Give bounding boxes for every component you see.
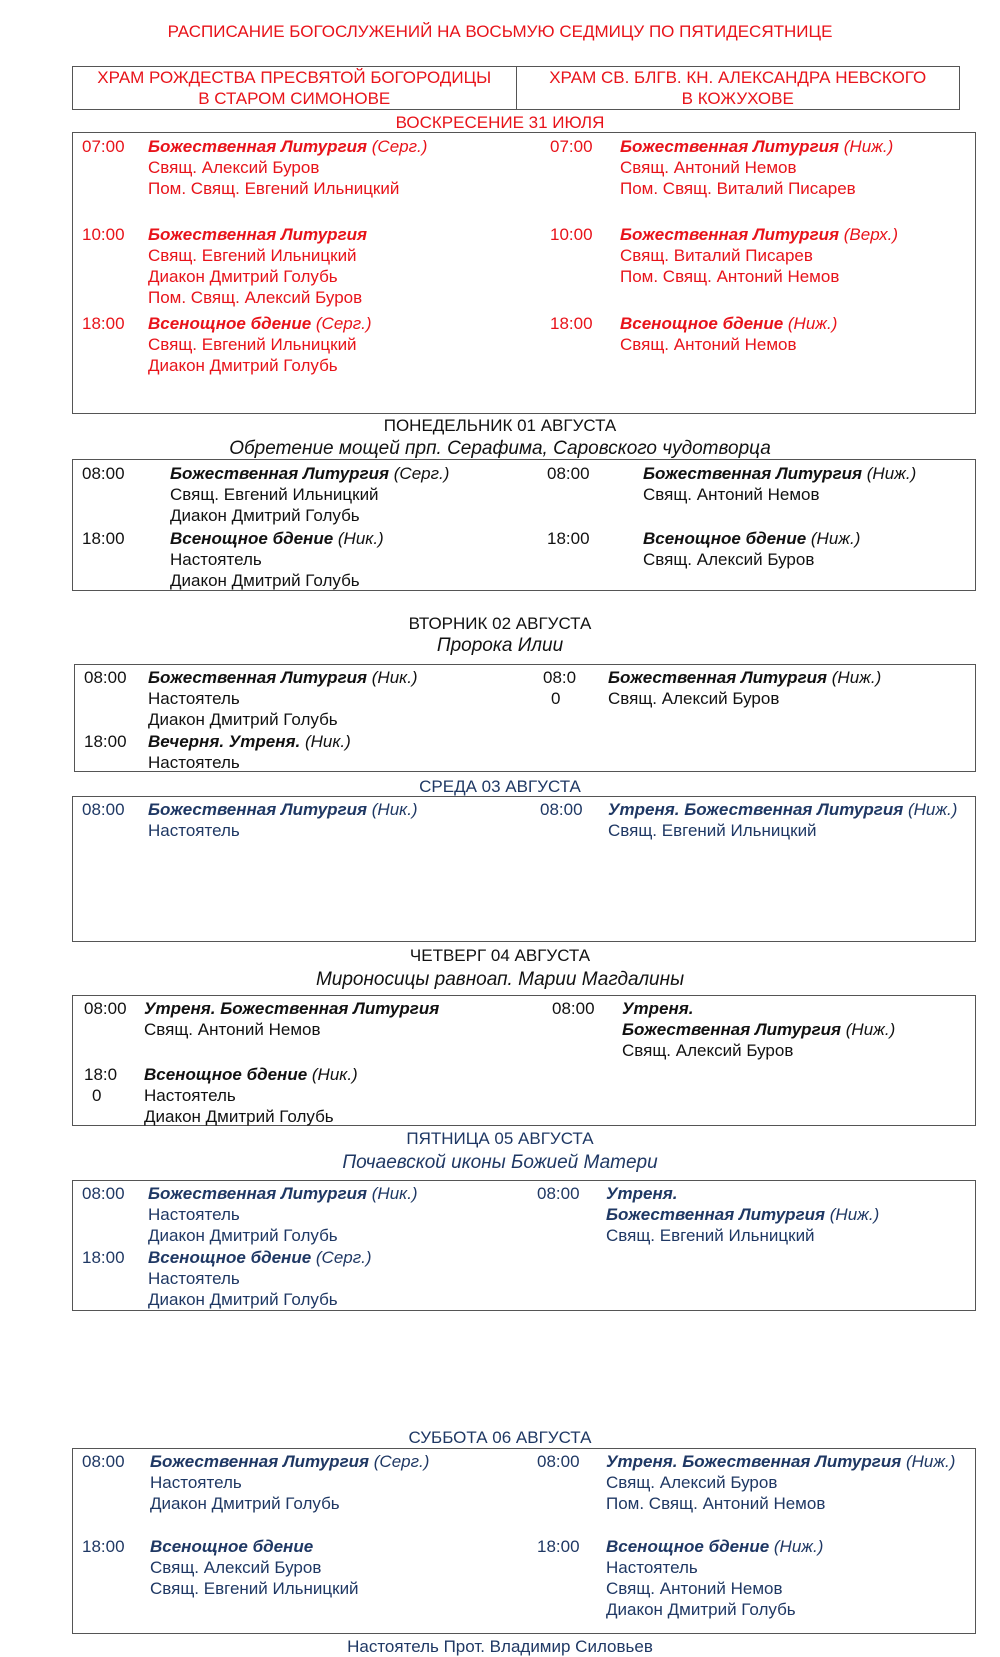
service-title (622, 998, 895, 1019)
service-name: Божественная Литургия (148, 225, 368, 244)
footer-signature: Настоятель Прот. Владимир Силовьев (347, 1637, 653, 1656)
clergy-name: Диакон Дмитрий Голубь (148, 356, 338, 375)
service-entry (620, 136, 893, 199)
service-entry (148, 136, 427, 199)
clergy-name: Настоятель (170, 550, 262, 569)
clergy-name: Диакон Дмитрий Голубь (606, 1600, 796, 1619)
service-title (144, 998, 439, 1019)
service-time: 18:00 (84, 732, 127, 751)
clergy-name: Пом. Свящ. Виталий Писарев (620, 179, 856, 198)
service-entry (148, 799, 418, 841)
churches-header (72, 66, 960, 110)
clergy-name: Свящ. Евгений Ильницкий (608, 821, 817, 840)
service-note: (Ниж.) (903, 800, 958, 819)
service-note: (Ник.) (307, 1065, 358, 1084)
service-title (620, 313, 837, 334)
service-name: Божественная Литургия (622, 1020, 842, 1039)
service-name: Всенощное бдение (148, 1248, 312, 1267)
service-time: 10:00 (550, 225, 593, 244)
church-right-line-2: В КОЖУХОВЕ (681, 89, 794, 108)
clergy-name: Диакон Дмитрий Голубь (170, 571, 360, 590)
service-title (148, 667, 418, 688)
service-time: 18:00 (82, 1248, 125, 1267)
service-note: (Ниж.) (769, 1537, 824, 1556)
service-name: Утреня. (606, 1184, 678, 1203)
service-title (608, 799, 957, 820)
clergy-name: Настоятель (148, 1269, 240, 1288)
service-time: 08:00 (537, 1184, 580, 1203)
service-title (144, 1064, 358, 1085)
service-entry (606, 1536, 823, 1620)
service-title (148, 1183, 418, 1204)
feast-title: Почаевской иконы Божией Матери (342, 1152, 658, 1173)
service-note: (Серг.) (369, 1452, 430, 1471)
clergy-name: Пом. Свящ. Евгений Ильницкий (148, 179, 400, 198)
service-note: (Ниж.) (901, 1452, 956, 1471)
clergy-name: Свящ. Алексий Буров (643, 550, 815, 569)
service-note: (Ниж.) (841, 1020, 896, 1039)
service-note: (Ник.) (367, 800, 418, 819)
service-title (608, 667, 881, 688)
service-title (148, 136, 427, 157)
clergy-name: Свящ. Алексий Буров (148, 158, 320, 177)
service-title (170, 528, 384, 549)
service-title (148, 224, 367, 245)
church-right-line-1: ХРАМ СВ. БЛГВ. КН. АЛЕКСАНДРА НЕВСКОГО (549, 68, 927, 87)
service-title (148, 731, 351, 752)
service-time: 08:00 (82, 1452, 125, 1471)
service-time: 08:0 (543, 668, 577, 687)
service-entry (144, 1064, 358, 1127)
service-entry (620, 224, 898, 287)
service-note: (Ник.) (300, 732, 351, 751)
service-name: Божественная Литургия (148, 800, 368, 819)
clergy-name: Диакон Дмитрий Голубь (148, 267, 338, 286)
service-entry (148, 667, 418, 730)
service-name: Божественная Литургия (606, 1205, 826, 1224)
service-title (643, 463, 916, 484)
service-entry (608, 667, 881, 709)
service-title-cont (622, 1019, 895, 1040)
service-name: Всенощное бдение (150, 1537, 314, 1556)
service-name: Утреня. Божественная Литургия (608, 800, 904, 819)
clergy-name: Настоятель (148, 753, 240, 772)
service-entry (622, 998, 895, 1061)
church-left-line-2: В СТАРОМ СИМОНОВЕ (198, 89, 391, 108)
clergy-name: Свящ. Виталий Писарев (620, 246, 813, 265)
service-note: (Верх.) (839, 225, 898, 244)
service-note: (Серг.) (311, 314, 372, 333)
service-note: (Ник.) (367, 668, 418, 687)
clergy-name: Диакон Дмитрий Голубь (170, 506, 360, 525)
service-time: 07:00 (82, 137, 125, 156)
service-entry (148, 1183, 418, 1246)
clergy-name: Свящ. Евгений Ильницкий (150, 1579, 359, 1598)
service-entry (170, 463, 449, 526)
service-note: (Ниж.) (783, 314, 838, 333)
service-name: Божественная Литургия (620, 225, 840, 244)
day-heading: СУББОТА 06 АВГУСТА (408, 1428, 592, 1447)
service-note: (Ник.) (333, 529, 384, 548)
service-note: (Ниж.) (839, 137, 894, 156)
service-note: (Ниж.) (825, 1205, 880, 1224)
clergy-name: Свящ. Алексий Буров (150, 1558, 322, 1577)
service-time-cont: 0 (551, 689, 561, 708)
service-name: Всенощное бдение (620, 314, 784, 333)
service-time: 18:0 (84, 1065, 118, 1084)
day-heading: ВТОРНИК 02 АВГУСТА (408, 614, 592, 633)
clergy-name: Свящ. Евгений Ильницкий (148, 335, 357, 354)
service-name: Божественная Литургия (608, 668, 828, 687)
service-note: (Серг.) (367, 137, 428, 156)
service-entry (150, 1451, 429, 1514)
service-name: Божественная Литургия (150, 1452, 370, 1471)
feast-title: Пророка Илии (436, 635, 564, 656)
clergy-name: Настоятель (150, 1473, 242, 1492)
service-name: Утреня. Божественная Литургия (606, 1452, 902, 1471)
service-title (150, 1451, 429, 1472)
service-name: Всенощное бдение (170, 529, 334, 548)
clergy-name: Свящ. Алексий Буров (606, 1473, 778, 1492)
service-entry (150, 1536, 359, 1599)
service-time: 08:00 (540, 800, 583, 819)
clergy-name: Диакон Дмитрий Голубь (144, 1107, 334, 1126)
clergy-name: Свящ. Антоний Немов (620, 158, 797, 177)
service-note: (Ниж.) (827, 668, 882, 687)
clergy-name: Свящ. Антоний Немов (606, 1579, 783, 1598)
service-entry (148, 224, 367, 308)
service-name: Божественная Литургия (148, 137, 368, 156)
clergy-name: Свящ. Евгений Ильницкий (170, 485, 379, 504)
feast-title: Обретение мощей прп. Серафима, Саровского чудотворца (229, 438, 771, 459)
clergy-name: Свящ. Антоний Немов (144, 1020, 321, 1039)
service-name: Утреня. (622, 999, 694, 1018)
service-entry (148, 731, 351, 773)
service-name: Всенощное бдение (144, 1065, 308, 1084)
service-entry (606, 1451, 955, 1514)
service-entry (170, 528, 384, 591)
clergy-name: Пом. Свящ. Алексий Буров (148, 288, 363, 307)
service-title (620, 136, 893, 157)
service-title (606, 1183, 879, 1204)
clergy-name: Пом. Свящ. Антоний Немов (620, 267, 840, 286)
clergy-name: Диакон Дмитрий Голубь (148, 1226, 338, 1245)
service-name: Божественная Литургия (170, 464, 390, 483)
service-title (606, 1536, 823, 1557)
clergy-name: Свящ. Алексий Буров (622, 1041, 794, 1060)
service-title (148, 313, 372, 334)
service-entry (608, 799, 957, 841)
clergy-name: Пом. Свящ. Антоний Немов (606, 1494, 826, 1513)
service-entry (144, 998, 439, 1040)
clergy-name: Настоятель (148, 1205, 240, 1224)
service-note: (Ниж.) (806, 529, 861, 548)
service-time: 18:00 (550, 314, 593, 333)
service-time-cont: 0 (92, 1086, 102, 1105)
service-entry (606, 1183, 879, 1246)
service-note: (Ник.) (367, 1184, 418, 1203)
service-title (170, 463, 449, 484)
service-entry (643, 528, 860, 570)
day-heading: ПЯТНИЦА 05 АВГУСТА (406, 1129, 594, 1148)
service-time: 08:00 (84, 668, 127, 687)
clergy-name: Свящ. Евгений Ильницкий (606, 1226, 815, 1245)
page-title: РАСПИСАНИЕ БОГОСЛУЖЕНИЙ НА ВОСЬМУЮ СЕДМИЦУ ПО ПЯТИДЕСЯТНИЦЕ (167, 22, 833, 41)
service-note: (Серг.) (389, 464, 450, 483)
service-entry (620, 313, 837, 355)
service-time: 10:00 (82, 225, 125, 244)
service-title (643, 528, 860, 549)
clergy-name: Настоятель (144, 1086, 236, 1105)
service-time: 18:00 (82, 529, 125, 548)
service-time: 08:00 (82, 464, 125, 483)
service-title (148, 799, 418, 820)
service-time: 08:00 (84, 999, 127, 1018)
service-note: (Серг.) (311, 1248, 372, 1267)
service-name: Божественная Литургия (148, 1184, 368, 1203)
clergy-name: Настоятель (148, 689, 240, 708)
day-heading: ЧЕТВЕРГ 04 АВГУСТА (409, 946, 591, 965)
service-time: 07:00 (550, 137, 593, 156)
clergy-name: Настоятель (148, 821, 240, 840)
service-time: 18:00 (82, 314, 125, 333)
service-name: Всенощное бдение (643, 529, 807, 548)
service-name: Утреня. Божественная Литургия (144, 999, 440, 1018)
service-time: 18:00 (82, 1537, 125, 1556)
clergy-name: Свящ. Алексий Буров (608, 689, 780, 708)
service-title-cont (606, 1204, 879, 1225)
church-left (73, 67, 516, 109)
service-time: 18:00 (547, 529, 590, 548)
service-name: Божественная Литургия (620, 137, 840, 156)
service-title (148, 1247, 372, 1268)
service-name: Вечерня. Утреня. (148, 732, 301, 751)
clergy-name: Свящ. Антоний Немов (643, 485, 820, 504)
clergy-name: Диакон Дмитрий Голубь (148, 710, 338, 729)
clergy-name: Диакон Дмитрий Голубь (148, 1290, 338, 1309)
day-heading: СРЕДА 03 АВГУСТА (419, 777, 581, 796)
service-note: (Ниж.) (862, 464, 917, 483)
service-time: 08:00 (552, 999, 595, 1018)
service-name: Всенощное бдение (148, 314, 312, 333)
service-name: Божественная Литургия (148, 668, 368, 687)
clergy-name: Свящ. Антоний Немов (620, 335, 797, 354)
church-right (516, 67, 960, 109)
service-time: 08:00 (537, 1452, 580, 1471)
service-time: 08:00 (547, 464, 590, 483)
clergy-name: Свящ. Евгений Ильницкий (148, 246, 357, 265)
service-title (150, 1536, 359, 1557)
service-entry (148, 313, 372, 376)
service-name: Божественная Литургия (643, 464, 863, 483)
service-name: Всенощное бдение (606, 1537, 770, 1556)
feast-title: Мироносицы равноап. Марии Магдалины (315, 969, 685, 990)
service-time: 08:00 (82, 800, 125, 819)
service-time: 08:00 (82, 1184, 125, 1203)
service-entry (148, 1247, 372, 1310)
service-title (606, 1451, 955, 1472)
service-time: 18:00 (537, 1537, 580, 1556)
church-left-line-1: ХРАМ РОЖДЕСТВА ПРЕСВЯТОЙ БОГОРОДИЦЫ (97, 68, 492, 87)
day-heading: ВОСКРЕСЕНИЕ 31 ИЮЛЯ (395, 113, 605, 132)
service-title (620, 224, 898, 245)
service-entry (643, 463, 916, 505)
day-heading: ПОНЕДЕЛЬНИК 01 АВГУСТА (383, 416, 617, 435)
clergy-name: Диакон Дмитрий Голубь (150, 1494, 340, 1513)
clergy-name: Настоятель (606, 1558, 698, 1577)
